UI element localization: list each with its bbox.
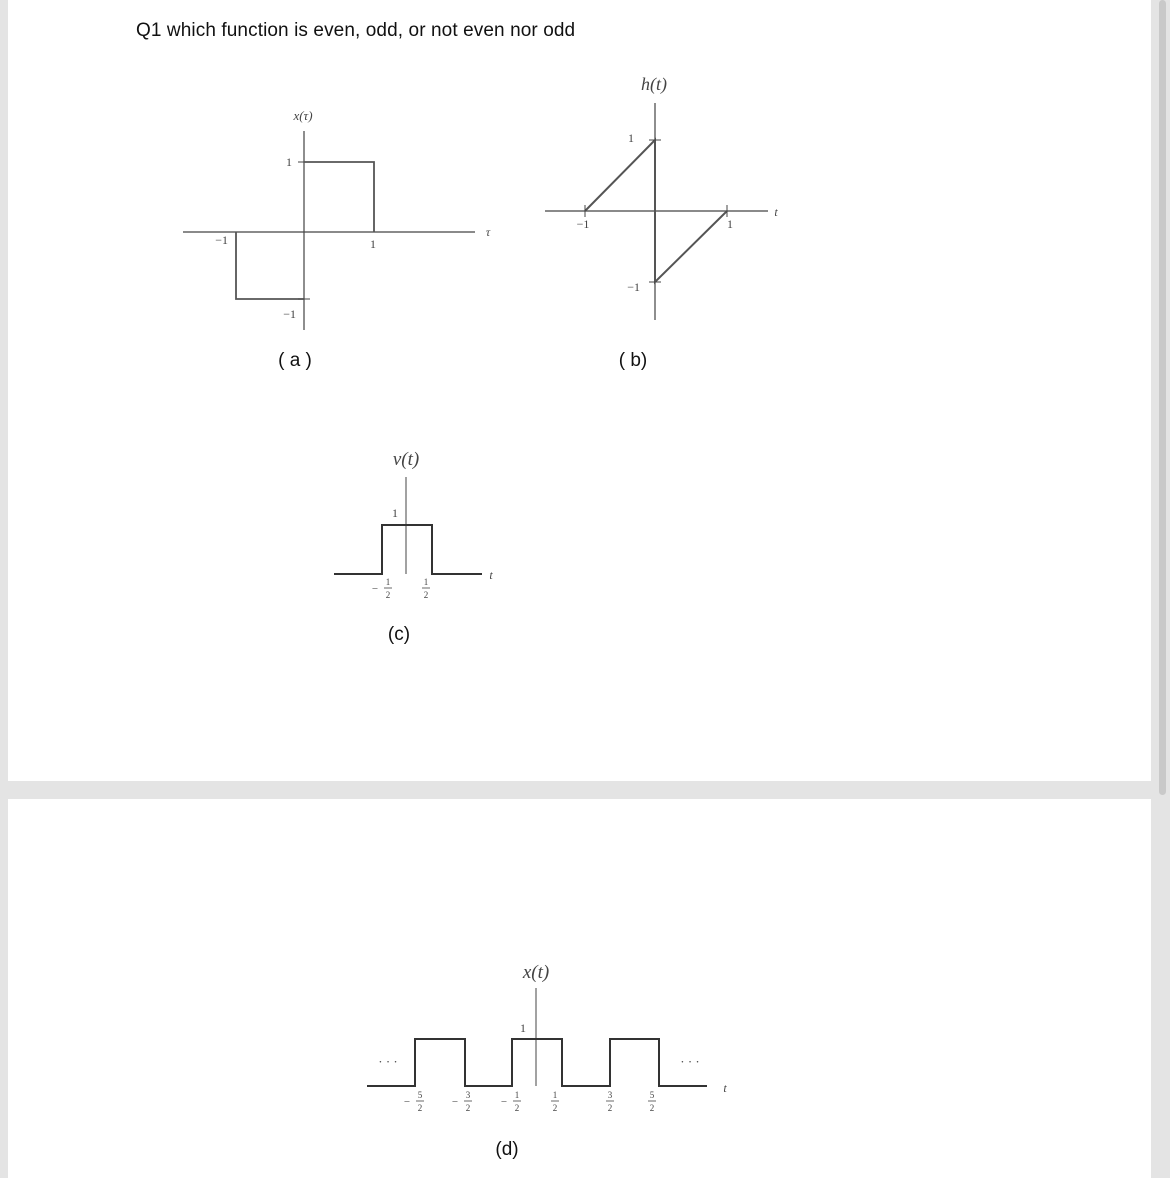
fig-d-1-2-num: 1	[552, 1090, 558, 1100]
fig-c-frac2-num: 1	[423, 577, 429, 587]
fig-d-neg-3-2-den: 2	[465, 1103, 471, 1113]
fig-c-frac1-num: 1	[385, 577, 391, 587]
fig-d-neg-5-2-den: 2	[417, 1103, 423, 1113]
fig-c-tick-y-pos: 1	[392, 506, 398, 520]
fig-d-neg-5-2-num: 5	[417, 1090, 423, 1100]
fig-b-xlabel: t	[774, 205, 778, 219]
fig-d-ellipsis-right: · · ·	[680, 1054, 700, 1069]
fig-d-5-2-num: 5	[649, 1090, 655, 1100]
fig-d-caption: (d)	[495, 1139, 519, 1160]
fig-b-tick-y-pos: 1	[628, 131, 634, 145]
fig-a-caption: ( a )	[278, 350, 312, 371]
fig-a-tick-y-pos: 1	[286, 155, 292, 169]
fig-d-ellipsis-left: · · ·	[378, 1054, 398, 1069]
fig-a-tick-x-pos: 1	[370, 237, 376, 251]
fig-d-tick-y-pos: 1	[520, 1021, 526, 1035]
fig-a-ylabel: x(τ)	[293, 108, 313, 123]
fig-d-5-2-den: 2	[649, 1103, 655, 1113]
fig-b-ylabel: h(t)	[641, 74, 667, 94]
question-text: Q1 which function is even, odd, or not even nor odd	[136, 20, 576, 41]
fig-a-tick-y-neg: −1	[283, 307, 296, 321]
fig-d-neg-1-2-num: 1	[514, 1090, 520, 1100]
fig-c-frac2-den: 2	[423, 590, 429, 600]
fig-d-ylabel: x(t)	[522, 962, 550, 983]
fig-c-neg-sign: −	[371, 583, 379, 595]
fig-d-neg-1-2-den: 2	[514, 1103, 520, 1113]
fig-d-pulse-train	[367, 1039, 707, 1086]
fig-a-xlabel: τ	[485, 225, 491, 239]
fig-d-neg-5-2-sign: −	[403, 1096, 411, 1108]
fig-b-tick-x-neg: −1	[576, 217, 590, 231]
fig-d-neg-3-2-sign: −	[451, 1096, 459, 1108]
fig-b-tick-y-neg: −1	[627, 280, 640, 294]
fig-d-xlabel: t	[723, 1081, 727, 1095]
fig-d-neg-1-2-sign: −	[500, 1096, 508, 1108]
fig-b-caption: ( b)	[618, 350, 648, 371]
fig-c-caption: (c)	[387, 624, 411, 645]
fig-d-3-2-num: 3	[607, 1090, 613, 1100]
fig-d-1-2-den: 2	[552, 1103, 558, 1113]
fig-b-tick-x-pos: 1	[727, 217, 733, 231]
fig-d-3-2-den: 2	[607, 1103, 613, 1113]
fig-d-neg-3-2-num: 3	[465, 1090, 471, 1100]
fig-c-frac1-den: 2	[385, 590, 391, 600]
fig-c-xlabel: t	[489, 568, 493, 582]
fig-a-tick-x-neg: −1	[215, 233, 228, 247]
fig-c-ylabel: v(t)	[392, 449, 420, 470]
